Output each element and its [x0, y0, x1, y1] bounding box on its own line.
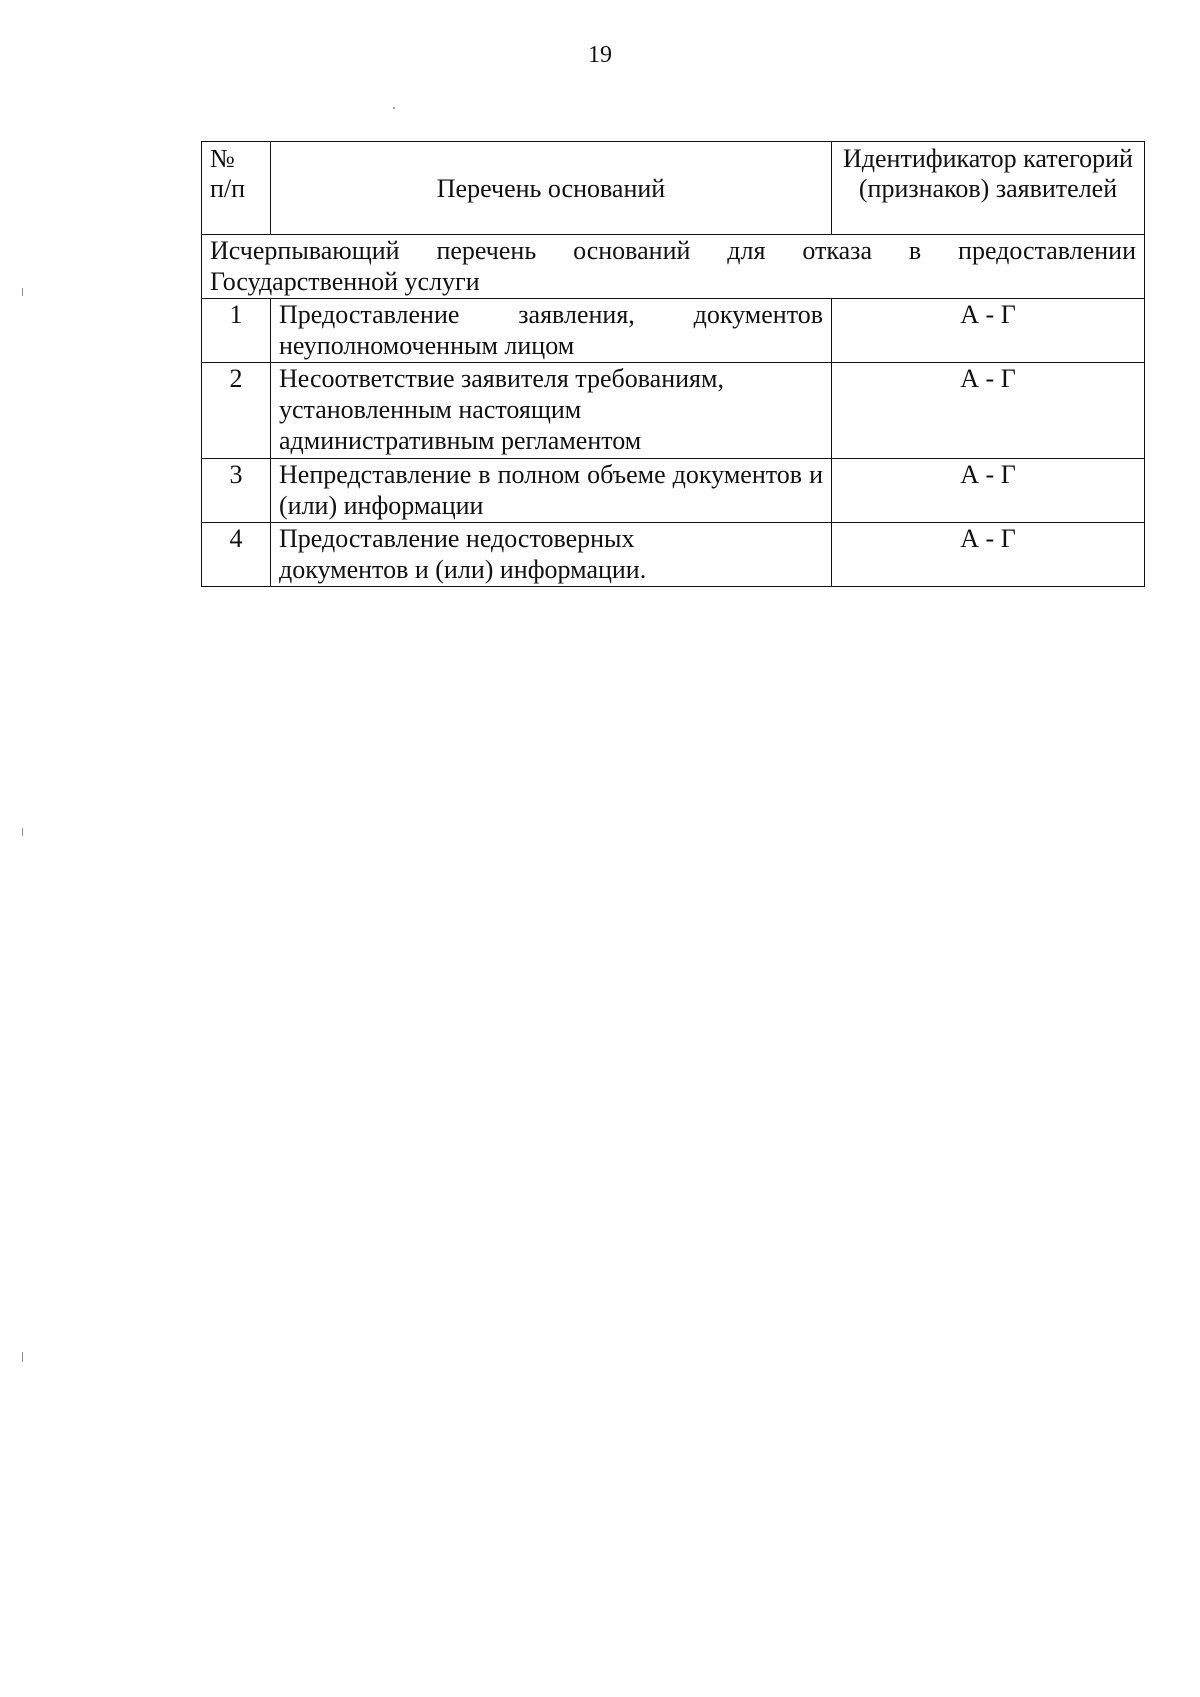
section-title: Исчерпывающий перечень оснований для отказа в предоставлении Государственной услуги: [202, 235, 1145, 299]
row-reason: Предоставление заявления, документов неуполномоченным лицом: [271, 299, 832, 363]
row-identifier: А - Г: [832, 363, 1145, 459]
section-row: [202, 235, 1145, 299]
header-number: [202, 142, 271, 235]
header-number-symbol: №: [210, 144, 235, 173]
row-reason: Предоставление недостоверных документов и (или) информации.: [271, 523, 832, 587]
header-reasons: Перечень оснований: [271, 142, 832, 235]
row-identifier: А - Г: [832, 523, 1145, 587]
page-number: 19: [588, 42, 612, 68]
row-number: 4: [202, 523, 271, 587]
table-row: [202, 299, 1145, 363]
scan-speck: [22, 288, 23, 296]
table-row: [202, 523, 1145, 587]
header-number-abbrev: п/п: [210, 174, 246, 203]
table-row: [202, 363, 1145, 459]
row-identifier: А - Г: [832, 299, 1145, 363]
scan-speck: [22, 828, 23, 836]
table-row: [202, 459, 1145, 523]
row-reason: Несоответствие заявителя требованиям, установленным настоящим административным регламентом: [271, 363, 832, 459]
scan-speck: [393, 107, 395, 109]
row-number: 2: [202, 363, 271, 459]
grounds-table: [201, 141, 1145, 587]
row-number: 3: [202, 459, 271, 523]
header-identifier: Идентификатор категорий (признаков) заявителей: [832, 142, 1145, 235]
row-identifier: А - Г: [832, 459, 1145, 523]
table-header-row: [202, 142, 1145, 235]
row-number: 1: [202, 299, 271, 363]
scan-speck: [22, 1352, 23, 1362]
row-reason: Непредставление в полном объеме документов и (или) информации: [271, 459, 832, 523]
